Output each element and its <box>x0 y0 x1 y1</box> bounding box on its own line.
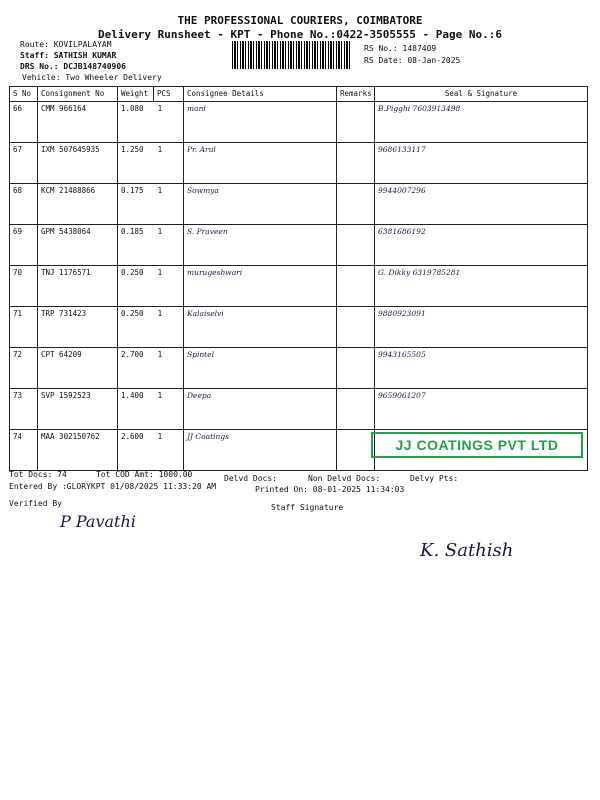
row-consignment: MAA 302150762 <box>38 430 118 471</box>
table-row <box>10 307 588 348</box>
row-remarks <box>337 430 375 471</box>
table-row <box>10 389 588 430</box>
delivery-points: Delvy Pts: <box>410 474 459 483</box>
row-seal: 9659061207 <box>375 389 588 430</box>
table-row <box>10 102 588 143</box>
row-weight: 0.250 <box>121 268 144 277</box>
verifier-signature: P Pavathi <box>60 512 136 531</box>
row-seal: 9880923091 <box>375 307 588 348</box>
row-weight-pcs <box>118 389 184 430</box>
row-weight: 1.250 <box>121 145 144 154</box>
row-consignee: Kalaiselvi <box>184 307 337 348</box>
company-stamp: JJ COATINGS PVT LTD <box>371 432 583 458</box>
company-title: THE PROFESSIONAL COURIERS, COIMBATORE <box>177 14 423 27</box>
staff-signature: K. Sathish <box>420 540 514 561</box>
row-seal: 6381686192 <box>375 225 588 266</box>
table-row <box>10 348 588 389</box>
row-weight: 1.400 <box>121 391 144 400</box>
row-remarks <box>337 266 375 307</box>
row-weight-pcs <box>118 102 184 143</box>
row-seal: 9943165505 <box>375 348 588 389</box>
row-seal: 9944007296 <box>375 184 588 225</box>
row-sno: 66 <box>10 102 38 143</box>
row-consignment: TNJ 1176571 <box>38 266 118 307</box>
row-remarks <box>337 143 375 184</box>
row-pcs: 1 <box>157 432 163 441</box>
table-row <box>10 266 588 307</box>
row-consignee: S. Praveen <box>184 225 337 266</box>
row-consignment: CMM 966164 <box>38 102 118 143</box>
printed-on: Printed On: 08-01-2025 11:34:03 <box>255 485 405 494</box>
verified-by-label: Verified By <box>9 499 62 508</box>
row-pcs: 1 <box>157 104 163 113</box>
row-weight: 0.175 <box>121 186 144 195</box>
row-weight-pcs <box>118 307 184 348</box>
total-docs: Tot Docs: 74 <box>9 470 67 479</box>
col-seal: Seal & Signature <box>375 87 588 102</box>
table-row <box>10 225 588 266</box>
row-consignee: Spintel <box>184 348 337 389</box>
row-weight-pcs <box>118 266 184 307</box>
row-sno: 69 <box>10 225 38 266</box>
runsheet-table <box>9 86 588 471</box>
col-consignment: Consignment No <box>38 87 118 102</box>
row-consignee: murugeshwari <box>184 266 337 307</box>
staff-signature-label: Staff Signature <box>271 503 344 512</box>
rs-date: RS Date: 08-Jan-2025 <box>364 56 461 65</box>
entered-by: Entered By :GLORYKPT 01/08/2025 11:33:20 AM <box>9 482 217 491</box>
row-weight: 0.185 <box>121 227 144 236</box>
row-pcs: 1 <box>157 350 163 359</box>
row-weight-pcs <box>118 143 184 184</box>
row-pcs: 1 <box>157 227 163 236</box>
row-consignment: SVP 1592523 <box>38 389 118 430</box>
route: Route: KOVILPALAYAM <box>20 40 112 49</box>
col-sno: S No <box>10 87 38 102</box>
row-consignee: Deepa <box>184 389 337 430</box>
row-seal: G. Dikky 6319785281 <box>375 266 588 307</box>
row-consignment: GPM 5438064 <box>38 225 118 266</box>
col-remarks: Remarks <box>337 87 375 102</box>
row-pcs: 1 <box>157 309 163 318</box>
row-weight-pcs <box>118 348 184 389</box>
row-seal: 9686133117 <box>375 143 588 184</box>
row-remarks <box>337 307 375 348</box>
row-consignee: mani <box>184 102 337 143</box>
row-weight-pcs <box>118 184 184 225</box>
row-pcs: 1 <box>157 186 163 195</box>
col-weight: Weight <box>118 87 154 102</box>
row-sno: 73 <box>10 389 38 430</box>
row-sno: 67 <box>10 143 38 184</box>
row-consignment: CPT 64209 <box>38 348 118 389</box>
row-weight: 1.080 <box>121 104 144 113</box>
rs-number: RS No.: 1487409 <box>364 44 437 53</box>
row-consignee: Pr. Arul <box>184 143 337 184</box>
table-header-row <box>10 87 588 102</box>
row-sno: 71 <box>10 307 38 348</box>
row-remarks <box>337 184 375 225</box>
row-consignee: Sowmya <box>184 184 337 225</box>
col-consignee: Consignee Details <box>184 87 337 102</box>
staff: Staff: SATHISH KUMAR <box>20 51 117 60</box>
delivered-docs: Delvd Docs: <box>224 474 277 483</box>
row-consignment: TRP 731423 <box>38 307 118 348</box>
row-consignment: IXM 507645935 <box>38 143 118 184</box>
row-pcs: 1 <box>157 145 163 154</box>
row-pcs: 1 <box>157 268 163 277</box>
row-weight-pcs <box>118 225 184 266</box>
row-remarks <box>337 225 375 266</box>
row-sno: 74 <box>10 430 38 471</box>
total-cod-amount: Tot COD Amt: 1000.00 <box>96 470 193 479</box>
drs-number: DRS No.: DCJB148740906 <box>20 62 126 71</box>
row-sno: 68 <box>10 184 38 225</box>
row-weight: 0.250 <box>121 309 144 318</box>
non-delivered-docs: Non Delvd Docs: <box>308 474 381 483</box>
vehicle: Vehicle: Two Wheeler Delivery <box>22 73 162 82</box>
row-weight: 2.700 <box>121 350 144 359</box>
row-remarks <box>337 348 375 389</box>
row-consignment: KCM 21488866 <box>38 184 118 225</box>
row-sno: 70 <box>10 266 38 307</box>
row-sno: 72 <box>10 348 38 389</box>
row-weight-pcs <box>118 430 184 471</box>
row-consignee: JJ Coatings <box>184 430 337 471</box>
row-pcs: 1 <box>157 391 163 400</box>
row-seal: B.Pigghi 7603913498 <box>375 102 588 143</box>
barcode <box>232 41 352 69</box>
table-row <box>10 143 588 184</box>
row-remarks <box>337 389 375 430</box>
table-row <box>10 184 588 225</box>
col-pcs: PCS <box>154 87 184 102</box>
runsheet-subtitle: Delivery Runsheet - KPT - Phone No.:0422-3505555 - Page No.:6 <box>98 28 502 41</box>
row-remarks <box>337 102 375 143</box>
row-weight: 2.600 <box>121 432 144 441</box>
